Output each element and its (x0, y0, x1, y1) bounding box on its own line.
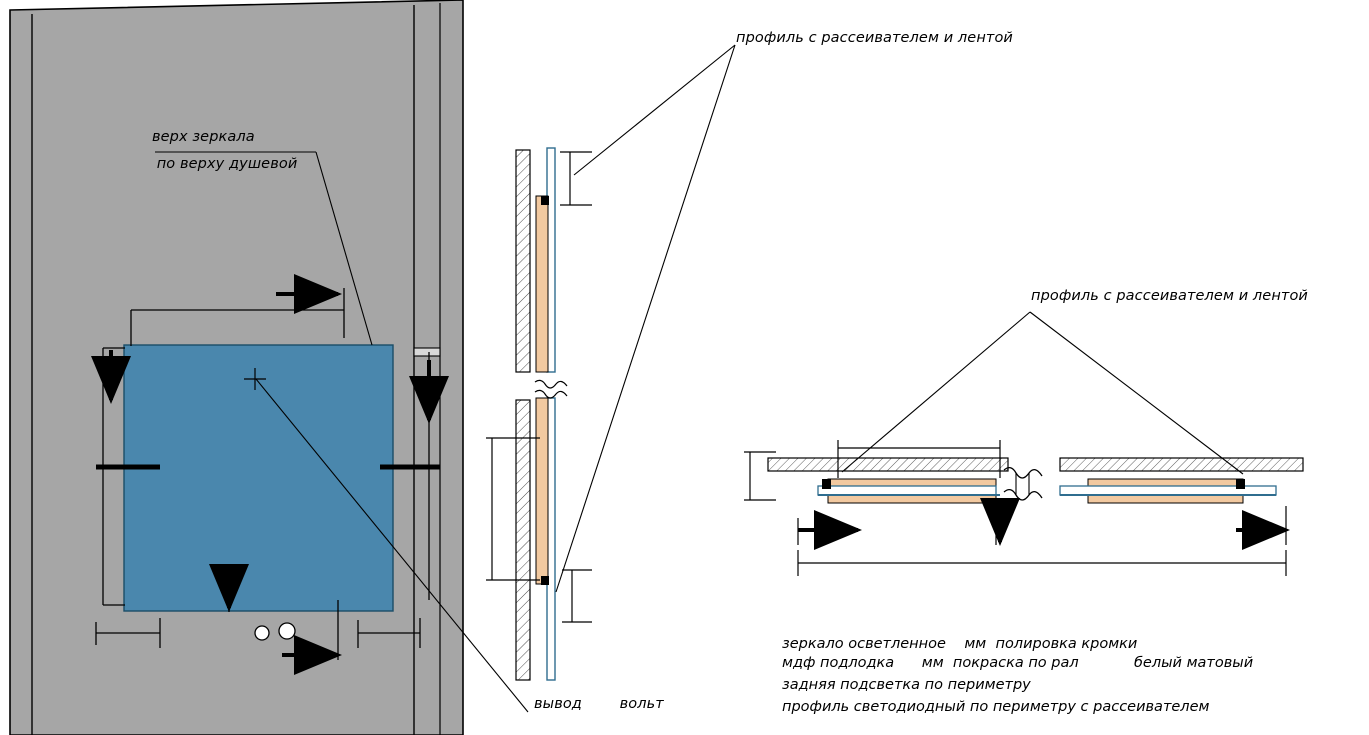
front-view-shower-profile (414, 348, 440, 356)
spec-line-1: зеркало осветленное мм полировка кромки (782, 636, 1138, 652)
label-profile-right: профиль с рассеивателем и лентой (1031, 288, 1308, 304)
profile-leader-right (842, 312, 1243, 474)
spec-line-2: мдф подлодка мм покраска по рал белый матовый (782, 655, 1254, 671)
spec-line-4: профиль светодиодный по периметру с рассеивателем (782, 699, 1210, 715)
label-profile-top: профиль с рассеивателем и лентой (736, 30, 1013, 46)
profile-leader-top (556, 45, 735, 592)
label-mirror-top-line2: по верху душевой (152, 156, 298, 172)
label-power-output: вывод вольт (534, 696, 664, 712)
label-mirror-top-line1: верх зеркала (152, 129, 255, 145)
spec-line-3: задняя подсветка по периметру (782, 677, 1031, 693)
front-view-mirror (124, 345, 393, 611)
horizontal-section (744, 440, 1303, 576)
vertical-section (486, 148, 592, 680)
